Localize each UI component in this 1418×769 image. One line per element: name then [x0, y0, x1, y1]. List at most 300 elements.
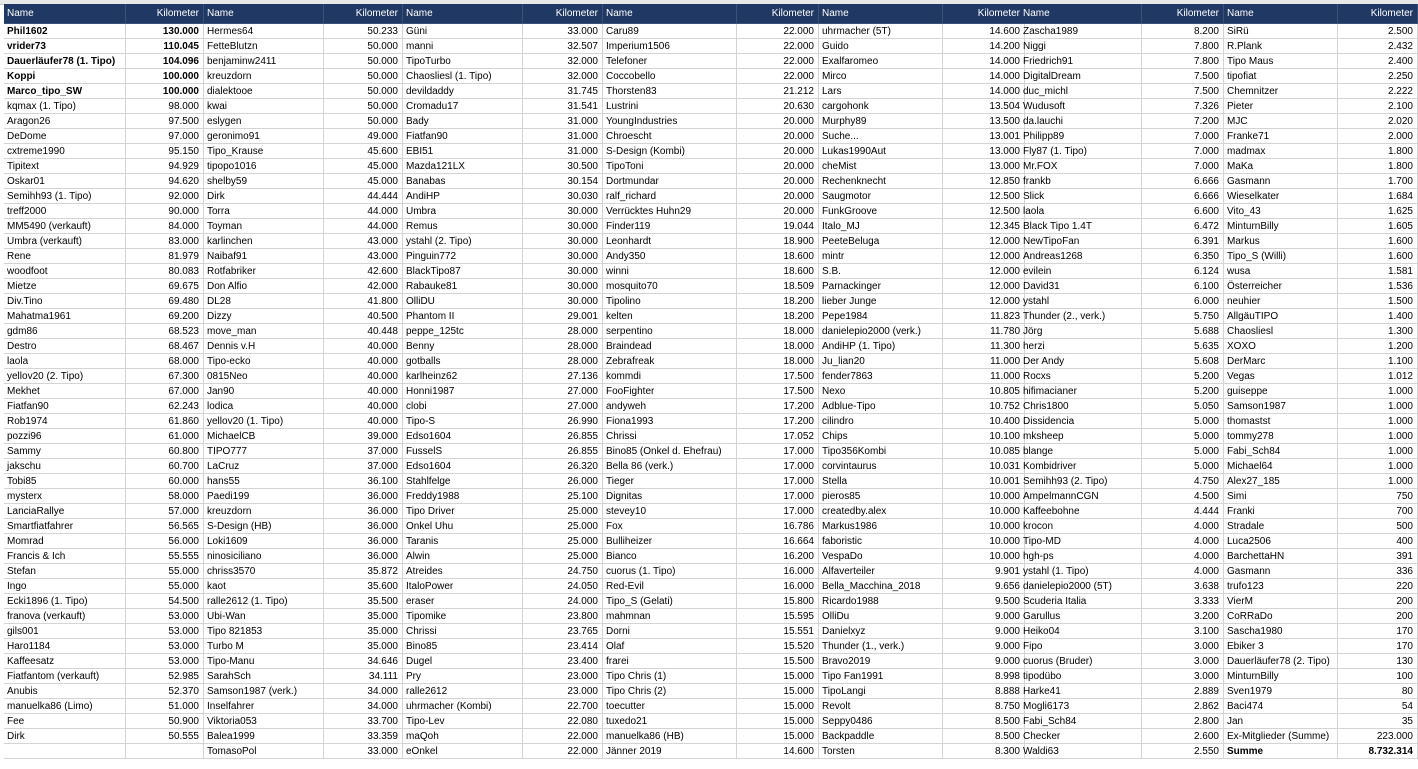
name-cell[interactable]: Zebrafreak: [603, 354, 737, 369]
name-cell[interactable]: TomasoPol: [204, 744, 324, 759]
name-cell[interactable]: ralf_richard: [603, 189, 737, 204]
kilometer-cell[interactable]: 1.300: [1338, 324, 1418, 339]
kilometer-cell[interactable]: 8.200: [1142, 24, 1224, 39]
name-cell[interactable]: duc_michl: [1020, 84, 1142, 99]
name-cell[interactable]: Torsten: [819, 744, 943, 759]
kilometer-cell[interactable]: 22.000: [737, 39, 819, 54]
kilometer-cell[interactable]: 30.154: [523, 174, 603, 189]
name-cell[interactable]: Suche...: [819, 129, 943, 144]
name-cell[interactable]: Der Andy: [1020, 354, 1142, 369]
name-cell[interactable]: Sven1979: [1224, 684, 1338, 699]
kilometer-cell[interactable]: 8.500: [943, 729, 1025, 744]
name-cell[interactable]: Marco_tipo_SW: [4, 84, 126, 99]
kilometer-cell[interactable]: 60.000: [126, 474, 204, 489]
name-cell[interactable]: gils001: [4, 624, 126, 639]
name-cell[interactable]: maQoh: [403, 729, 523, 744]
kilometer-cell[interactable]: 33.000: [324, 744, 403, 759]
name-cell[interactable]: cxtreme1990: [4, 144, 126, 159]
name-cell[interactable]: Atreides: [403, 564, 523, 579]
kilometer-cell[interactable]: 20.000: [737, 204, 819, 219]
kilometer-cell[interactable]: 17.000: [737, 474, 819, 489]
name-cell[interactable]: Lustrini: [603, 99, 737, 114]
name-cell[interactable]: Tipo-Manu: [204, 654, 324, 669]
kilometer-cell[interactable]: 9.000: [943, 624, 1025, 639]
kilometer-cell[interactable]: 16.000: [737, 564, 819, 579]
kilometer-cell[interactable]: 10.001: [943, 474, 1025, 489]
header-name[interactable]: Name: [1224, 4, 1338, 24]
name-cell[interactable]: TipoToni: [603, 159, 737, 174]
name-cell[interactable]: Edso1604: [403, 459, 523, 474]
kilometer-cell[interactable]: 40.000: [324, 399, 403, 414]
name-cell[interactable]: Fiatfan90: [403, 129, 523, 144]
name-cell[interactable]: winni: [603, 264, 737, 279]
name-cell[interactable]: kreuzdorn: [204, 69, 324, 84]
kilometer-cell[interactable]: 36.000: [324, 534, 403, 549]
kilometer-cell[interactable]: 11.000: [943, 369, 1025, 384]
kilometer-cell[interactable]: 50.000: [324, 114, 403, 129]
name-cell[interactable]: Div.Tino: [4, 294, 126, 309]
name-cell[interactable]: Guido: [819, 39, 943, 54]
kilometer-cell[interactable]: 34.000: [324, 684, 403, 699]
kilometer-cell[interactable]: 12.850: [943, 174, 1025, 189]
name-cell[interactable]: mksheep: [1020, 429, 1142, 444]
kilometer-cell[interactable]: 25.000: [523, 549, 603, 564]
name-cell[interactable]: Pieter: [1224, 99, 1338, 114]
kilometer-cell[interactable]: 56.565: [126, 519, 204, 534]
kilometer-cell[interactable]: 5.000: [1142, 444, 1224, 459]
name-cell[interactable]: Bravo2019: [819, 654, 943, 669]
name-cell[interactable]: blange: [1020, 444, 1142, 459]
name-cell[interactable]: manuelka86 (HB): [603, 729, 737, 744]
name-cell[interactable]: Parnackinger: [819, 279, 943, 294]
kilometer-cell[interactable]: 5.688: [1142, 324, 1224, 339]
name-cell[interactable]: OlliDu: [819, 609, 943, 624]
kilometer-cell[interactable]: 7.500: [1142, 69, 1224, 84]
kilometer-cell[interactable]: 18.200: [737, 309, 819, 324]
name-cell[interactable]: Paedi199: [204, 489, 324, 504]
kilometer-cell[interactable]: 500: [1338, 519, 1418, 534]
kilometer-cell[interactable]: 45.600: [324, 144, 403, 159]
kilometer-cell[interactable]: 27.000: [523, 384, 603, 399]
name-cell[interactable]: Dirk: [204, 189, 324, 204]
name-cell[interactable]: toecutter: [603, 699, 737, 714]
kilometer-cell[interactable]: 24.050: [523, 579, 603, 594]
kilometer-cell[interactable]: 170: [1338, 639, 1418, 654]
name-cell[interactable]: Stella: [819, 474, 943, 489]
name-cell[interactable]: wusa: [1224, 264, 1338, 279]
name-cell[interactable]: cuorus (1. Tipo): [603, 564, 737, 579]
name-cell[interactable]: eOnkel: [403, 744, 523, 759]
kilometer-cell[interactable]: 6.666: [1142, 189, 1224, 204]
kilometer-cell[interactable]: 12.000: [943, 234, 1025, 249]
kilometer-cell[interactable]: 17.000: [737, 459, 819, 474]
kilometer-cell[interactable]: 23.765: [523, 624, 603, 639]
kilometer-cell[interactable]: 12.000: [943, 249, 1025, 264]
kilometer-cell[interactable]: 8.732.314: [1338, 744, 1418, 759]
name-cell[interactable]: OlliDU: [403, 294, 523, 309]
kilometer-cell[interactable]: 68.000: [126, 354, 204, 369]
name-cell[interactable]: Thunder (2., verk.): [1020, 309, 1142, 324]
kilometer-cell[interactable]: 20.000: [737, 174, 819, 189]
name-cell[interactable]: dialektooe: [204, 84, 324, 99]
name-cell[interactable]: manuelka86 (Limo): [4, 699, 126, 714]
kilometer-cell[interactable]: 18.000: [737, 324, 819, 339]
name-cell[interactable]: Sascha1980: [1224, 624, 1338, 639]
kilometer-cell[interactable]: 9.000: [943, 639, 1025, 654]
name-cell[interactable]: kwai: [204, 99, 324, 114]
kilometer-cell[interactable]: 17.000: [737, 489, 819, 504]
name-cell[interactable]: Braindead: [603, 339, 737, 354]
kilometer-cell[interactable]: 1.625: [1338, 204, 1418, 219]
name-cell[interactable]: yellov20 (1. Tipo): [204, 414, 324, 429]
name-cell[interactable]: Markus: [1224, 234, 1338, 249]
kilometer-cell[interactable]: 5.000: [1142, 459, 1224, 474]
name-cell[interactable]: Mogli6173: [1020, 699, 1142, 714]
kilometer-cell[interactable]: 1.000: [1338, 429, 1418, 444]
kilometer-cell[interactable]: 15.000: [737, 684, 819, 699]
kilometer-cell[interactable]: 22.000: [737, 69, 819, 84]
name-cell[interactable]: TipoTurbo: [403, 54, 523, 69]
kilometer-cell[interactable]: 14.000: [943, 54, 1025, 69]
kilometer-cell[interactable]: 110.045: [126, 39, 204, 54]
kilometer-cell[interactable]: 10.085: [943, 444, 1025, 459]
kilometer-cell[interactable]: 44.444: [324, 189, 403, 204]
kilometer-cell[interactable]: 14.200: [943, 39, 1025, 54]
name-cell[interactable]: clobi: [403, 399, 523, 414]
kilometer-cell[interactable]: 26.990: [523, 414, 603, 429]
kilometer-cell[interactable]: 100: [1338, 669, 1418, 684]
name-cell[interactable]: DL28: [204, 294, 324, 309]
name-cell[interactable]: Lars: [819, 84, 943, 99]
kilometer-cell[interactable]: 18.000: [737, 354, 819, 369]
header-name[interactable]: Name: [4, 4, 126, 24]
header-name[interactable]: Name: [1020, 4, 1142, 24]
name-cell[interactable]: ninosiciliano: [204, 549, 324, 564]
kilometer-cell[interactable]: 14.000: [943, 84, 1025, 99]
kilometer-cell[interactable]: 30.000: [523, 264, 603, 279]
kilometer-cell[interactable]: 6.000: [1142, 294, 1224, 309]
kilometer-cell[interactable]: 36.000: [324, 519, 403, 534]
name-cell[interactable]: Alfaverteiler: [819, 564, 943, 579]
name-cell[interactable]: Pinguin772: [403, 249, 523, 264]
kilometer-cell[interactable]: 3.100: [1142, 624, 1224, 639]
name-cell[interactable]: Haro1184: [4, 639, 126, 654]
name-cell[interactable]: Tipitext: [4, 159, 126, 174]
name-cell[interactable]: SiRü: [1224, 24, 1338, 39]
kilometer-cell[interactable]: 3.000: [1142, 654, 1224, 669]
name-cell[interactable]: Tieger: [603, 474, 737, 489]
name-cell[interactable]: Kaffeebohne: [1020, 504, 1142, 519]
kilometer-cell[interactable]: 30.000: [523, 219, 603, 234]
name-cell[interactable]: Rotfabriker: [204, 264, 324, 279]
name-cell[interactable]: kaot: [204, 579, 324, 594]
kilometer-cell[interactable]: 34.000: [324, 699, 403, 714]
kilometer-cell[interactable]: 13.001: [943, 129, 1025, 144]
kilometer-cell[interactable]: 8.888: [943, 684, 1025, 699]
kilometer-cell[interactable]: 5.000: [1142, 414, 1224, 429]
name-cell[interactable]: Stahlfelge: [403, 474, 523, 489]
name-cell[interactable]: Andy350: [603, 249, 737, 264]
name-cell[interactable]: David31: [1020, 279, 1142, 294]
name-cell[interactable]: stevey10: [603, 504, 737, 519]
kilometer-cell[interactable]: 7.326: [1142, 99, 1224, 114]
kilometer-cell[interactable]: 14.000: [943, 69, 1025, 84]
kilometer-cell[interactable]: 35.600: [324, 579, 403, 594]
kilometer-cell[interactable]: 1.100: [1338, 354, 1418, 369]
kilometer-cell[interactable]: 24.000: [523, 594, 603, 609]
name-cell[interactable]: Adblue-Tipo: [819, 399, 943, 414]
kilometer-cell[interactable]: 32.000: [523, 69, 603, 84]
kilometer-cell[interactable]: 6.350: [1142, 249, 1224, 264]
name-cell[interactable]: tipopo1016: [204, 159, 324, 174]
kilometer-cell[interactable]: 13.504: [943, 99, 1025, 114]
kilometer-cell[interactable]: 104.096: [126, 54, 204, 69]
name-cell[interactable]: Fox: [603, 519, 737, 534]
kilometer-cell[interactable]: 32.507: [523, 39, 603, 54]
name-cell[interactable]: NewTipoFan: [1020, 234, 1142, 249]
name-cell[interactable]: jakschu: [4, 459, 126, 474]
name-cell[interactable]: Dirk: [4, 729, 126, 744]
name-cell[interactable]: DeDome: [4, 129, 126, 144]
kilometer-cell[interactable]: 10.805: [943, 384, 1025, 399]
name-cell[interactable]: EBI51: [403, 144, 523, 159]
name-cell[interactable]: Dauerläufer78 (2. Tipo): [1224, 654, 1338, 669]
name-cell[interactable]: Waldi63: [1020, 744, 1142, 759]
name-cell[interactable]: FooFighter: [603, 384, 737, 399]
name-cell[interactable]: Rene: [4, 249, 126, 264]
kilometer-cell[interactable]: 69.675: [126, 279, 204, 294]
name-cell[interactable]: Momrad: [4, 534, 126, 549]
kilometer-cell[interactable]: 37.000: [324, 459, 403, 474]
name-cell[interactable]: Dignitas: [603, 489, 737, 504]
name-cell[interactable]: Toyman: [204, 219, 324, 234]
name-cell[interactable]: Naibaf91: [204, 249, 324, 264]
kilometer-cell[interactable]: 15.000: [737, 729, 819, 744]
name-cell[interactable]: Fiatfantom (verkauft): [4, 669, 126, 684]
kilometer-cell[interactable]: 7.000: [1142, 159, 1224, 174]
kilometer-cell[interactable]: 2.862: [1142, 699, 1224, 714]
kilometer-cell[interactable]: 1.000: [1338, 414, 1418, 429]
name-cell[interactable]: cuorus (Bruder): [1020, 654, 1142, 669]
name-cell[interactable]: ystahl (1. Tipo): [1020, 564, 1142, 579]
kilometer-cell[interactable]: 45.000: [324, 174, 403, 189]
name-cell[interactable]: Dauerläufer78 (1. Tipo): [4, 54, 126, 69]
name-cell[interactable]: Olaf: [603, 639, 737, 654]
kilometer-cell[interactable]: 4.750: [1142, 474, 1224, 489]
name-cell[interactable]: Tipo-ecko: [204, 354, 324, 369]
name-cell[interactable]: Ricardo1988: [819, 594, 943, 609]
name-cell[interactable]: Wieselkater: [1224, 189, 1338, 204]
name-cell[interactable]: uhrmacher (5T): [819, 24, 943, 39]
name-cell[interactable]: Baci474: [1224, 699, 1338, 714]
header-kilometer[interactable]: Kilometer: [1142, 4, 1224, 24]
kilometer-cell[interactable]: 23.800: [523, 609, 603, 624]
kilometer-cell[interactable]: 83.000: [126, 234, 204, 249]
name-cell[interactable]: Dennis v.H: [204, 339, 324, 354]
kilometer-cell[interactable]: 26.000: [523, 474, 603, 489]
kilometer-cell[interactable]: 52.370: [126, 684, 204, 699]
name-cell[interactable]: pieros85: [819, 489, 943, 504]
name-cell[interactable]: Umbra (verkauft): [4, 234, 126, 249]
name-cell[interactable]: Tobi85: [4, 474, 126, 489]
name-cell[interactable]: Chaosliesl: [1224, 324, 1338, 339]
name-cell[interactable]: Samson1987: [1224, 399, 1338, 414]
name-cell[interactable]: Slick: [1020, 189, 1142, 204]
kilometer-cell[interactable]: 7.200: [1142, 114, 1224, 129]
name-cell[interactable]: Tipo_Krause: [204, 144, 324, 159]
name-cell[interactable]: AllgäuTIPO: [1224, 309, 1338, 324]
name-cell[interactable]: uhrmacher (Kombi): [403, 699, 523, 714]
kilometer-cell[interactable]: 44.000: [324, 219, 403, 234]
name-cell[interactable]: Chaosliesl (1. Tipo): [403, 69, 523, 84]
name-cell[interactable]: LaCruz: [204, 459, 324, 474]
kilometer-cell[interactable]: 34.111: [324, 669, 403, 684]
kilometer-cell[interactable]: 15.800: [737, 594, 819, 609]
name-cell[interactable]: Oskar01: [4, 174, 126, 189]
kilometer-cell[interactable]: [126, 744, 204, 759]
name-cell[interactable]: mahmnan: [603, 609, 737, 624]
kilometer-cell[interactable]: 16.200: [737, 549, 819, 564]
kilometer-cell[interactable]: 8.500: [943, 714, 1025, 729]
kilometer-cell[interactable]: 15.000: [737, 699, 819, 714]
kilometer-cell[interactable]: 7.000: [1142, 129, 1224, 144]
name-cell[interactable]: Thunder (1., verk.): [819, 639, 943, 654]
kilometer-cell[interactable]: 32.000: [523, 54, 603, 69]
name-cell[interactable]: gdm86: [4, 324, 126, 339]
kilometer-cell[interactable]: 10.000: [943, 534, 1025, 549]
name-cell[interactable]: Ingo: [4, 579, 126, 594]
name-cell[interactable]: Bulliheizer: [603, 534, 737, 549]
name-cell[interactable]: TipoLangi: [819, 684, 943, 699]
kilometer-cell[interactable]: 10.752: [943, 399, 1025, 414]
name-cell[interactable]: S.B.: [819, 264, 943, 279]
name-cell[interactable]: Banabas: [403, 174, 523, 189]
kilometer-cell[interactable]: 1.800: [1338, 144, 1418, 159]
kilometer-cell[interactable]: 51.000: [126, 699, 204, 714]
name-cell[interactable]: MinturnBilly: [1224, 669, 1338, 684]
name-cell[interactable]: Tipo Fan1991: [819, 669, 943, 684]
name-cell[interactable]: FusselS: [403, 444, 523, 459]
kilometer-cell[interactable]: 100.000: [126, 84, 204, 99]
name-cell[interactable]: Bino85 (Onkel d. Ehefrau): [603, 444, 737, 459]
kilometer-cell[interactable]: 56.000: [126, 534, 204, 549]
name-cell[interactable]: Tipolino: [603, 294, 737, 309]
kilometer-cell[interactable]: 5.608: [1142, 354, 1224, 369]
kilometer-cell[interactable]: 67.300: [126, 369, 204, 384]
kilometer-cell[interactable]: 42.000: [324, 279, 403, 294]
kilometer-cell[interactable]: 18.200: [737, 294, 819, 309]
kilometer-cell[interactable]: 10.400: [943, 414, 1025, 429]
name-cell[interactable]: Gasmann: [1224, 564, 1338, 579]
name-cell[interactable]: mosquito70: [603, 279, 737, 294]
name-cell[interactable]: Tipo 821853: [204, 624, 324, 639]
kilometer-cell[interactable]: 53.000: [126, 624, 204, 639]
kilometer-cell[interactable]: 52.985: [126, 669, 204, 684]
kilometer-cell[interactable]: 2.550: [1142, 744, 1224, 759]
kilometer-cell[interactable]: 14.600: [943, 24, 1025, 39]
name-cell[interactable]: Balea1999: [204, 729, 324, 744]
name-cell[interactable]: SarahSch: [204, 669, 324, 684]
kilometer-cell[interactable]: 18.509: [737, 279, 819, 294]
name-cell[interactable]: FunkGroove: [819, 204, 943, 219]
kilometer-cell[interactable]: 69.200: [126, 309, 204, 324]
name-cell[interactable]: Harke41: [1020, 684, 1142, 699]
kilometer-cell[interactable]: 30.000: [523, 249, 603, 264]
name-cell[interactable]: laola: [1020, 204, 1142, 219]
kilometer-cell[interactable]: 750: [1338, 489, 1418, 504]
kilometer-cell[interactable]: 45.000: [324, 159, 403, 174]
name-cell[interactable]: devildaddy: [403, 84, 523, 99]
kilometer-cell[interactable]: 5.200: [1142, 369, 1224, 384]
kilometer-cell[interactable]: 31.745: [523, 84, 603, 99]
name-cell[interactable]: Checker: [1020, 729, 1142, 744]
kilometer-cell[interactable]: 12.345: [943, 219, 1025, 234]
kilometer-cell[interactable]: 18.900: [737, 234, 819, 249]
kilometer-cell[interactable]: 80.083: [126, 264, 204, 279]
name-cell[interactable]: geronimo91: [204, 129, 324, 144]
kilometer-cell[interactable]: 16.664: [737, 534, 819, 549]
name-cell[interactable]: corvintaurus: [819, 459, 943, 474]
name-cell[interactable]: createdby.alex: [819, 504, 943, 519]
kilometer-cell[interactable]: 94.929: [126, 159, 204, 174]
name-cell[interactable]: Tipo_S (Willi): [1224, 249, 1338, 264]
kilometer-cell[interactable]: 39.000: [324, 429, 403, 444]
kilometer-cell[interactable]: 1.400: [1338, 309, 1418, 324]
kilometer-cell[interactable]: 50.000: [324, 54, 403, 69]
name-cell[interactable]: cilindro: [819, 414, 943, 429]
kilometer-cell[interactable]: 13.000: [943, 144, 1025, 159]
name-cell[interactable]: Danielxyz: [819, 624, 943, 639]
name-cell[interactable]: Fipo: [1020, 639, 1142, 654]
name-cell[interactable]: Dortmundar: [603, 174, 737, 189]
name-cell[interactable]: Rob1974: [4, 414, 126, 429]
kilometer-cell[interactable]: 40.000: [324, 339, 403, 354]
name-cell[interactable]: Verrücktes Huhn29: [603, 204, 737, 219]
kilometer-cell[interactable]: 18.600: [737, 249, 819, 264]
kilometer-cell[interactable]: 17.052: [737, 429, 819, 444]
kilometer-cell[interactable]: 50.233: [324, 24, 403, 39]
name-cell[interactable]: Coccobello: [603, 69, 737, 84]
name-cell[interactable]: Ubi-Wan: [204, 609, 324, 624]
kilometer-cell[interactable]: 7.500: [1142, 84, 1224, 99]
name-cell[interactable]: Tipo-MD: [1020, 534, 1142, 549]
name-cell[interactable]: Fabi_Sch84: [1224, 444, 1338, 459]
kilometer-cell[interactable]: 19.044: [737, 219, 819, 234]
name-cell[interactable]: Murphy89: [819, 114, 943, 129]
name-cell[interactable]: YoungIndustries: [603, 114, 737, 129]
kilometer-cell[interactable]: 15.595: [737, 609, 819, 624]
name-cell[interactable]: Fiona1993: [603, 414, 737, 429]
header-kilometer[interactable]: Kilometer: [737, 4, 819, 24]
kilometer-cell[interactable]: 25.000: [523, 519, 603, 534]
kilometer-cell[interactable]: 200: [1338, 594, 1418, 609]
kilometer-cell[interactable]: 3.333: [1142, 594, 1224, 609]
kilometer-cell[interactable]: 43.000: [324, 249, 403, 264]
kilometer-cell[interactable]: 12.500: [943, 189, 1025, 204]
name-cell[interactable]: Seppy0486: [819, 714, 943, 729]
name-cell[interactable]: CoRRaDo: [1224, 609, 1338, 624]
kilometer-cell[interactable]: 17.500: [737, 369, 819, 384]
kilometer-cell[interactable]: 1.600: [1338, 249, 1418, 264]
name-cell[interactable]: Saugmotor: [819, 189, 943, 204]
kilometer-cell[interactable]: 22.000: [737, 24, 819, 39]
name-cell[interactable]: lieber Junge: [819, 294, 943, 309]
kilometer-cell[interactable]: 2.222: [1338, 84, 1418, 99]
name-cell[interactable]: andyweh: [603, 399, 737, 414]
kilometer-cell[interactable]: 6.600: [1142, 204, 1224, 219]
header-name[interactable]: Name: [403, 4, 523, 24]
header-name[interactable]: Name: [819, 4, 943, 24]
